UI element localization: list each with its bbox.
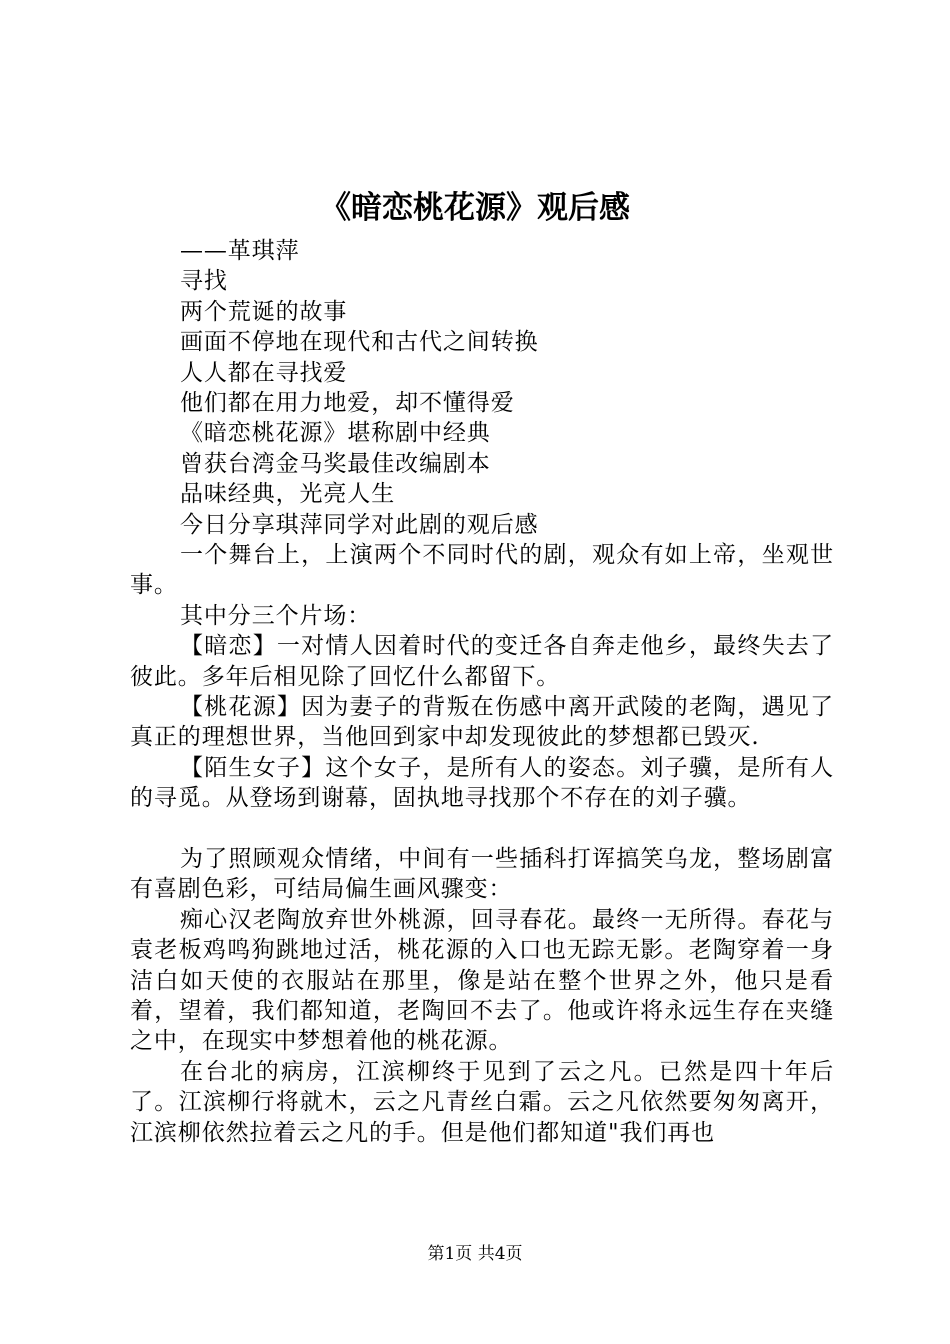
- intro-line: 他们都在用力地爱，却不懂得爱: [180, 389, 515, 416]
- paragraph: 在台北的病房，江滨柳终于见到了云之凡。已然是四十年后了。江滨柳行将就木，云之凡青丝白霜。云之凡依然要匆匆离开，江滨柳依然拉着云之凡的手。但是他们都知道"我们再也: [130, 1058, 834, 1146]
- author-line: ——革琪萍: [180, 238, 300, 264]
- page-number-footer: 第1页 共4页: [427, 1244, 523, 1264]
- paragraph: 【暗恋】一对情人因着时代的变迁各自奔走他乡，最终失去了彼此。多年后相见除了回忆什么都留下。: [130, 633, 834, 690]
- document-body: [130, 236, 834, 1148]
- intro-line: 两个荒诞的故事: [180, 298, 348, 325]
- intro-line: 画面不停地在现代和古代之间转换: [180, 329, 539, 356]
- intro-line: 《暗恋桃花源》堪称剧中经典: [180, 420, 491, 447]
- paragraph: 【陌生女子】这个女子，是所有人的姿态。刘子骥，是所有人的寻觅。从登场到谢幕，固执地寻找那个不存在的刘子骥。: [130, 754, 834, 812]
- intro-line: 人人都在寻找爱: [180, 359, 348, 386]
- intro-line: 寻找: [180, 268, 228, 295]
- intro-line: 曾获台湾金马奖最佳改编剧本: [180, 450, 491, 477]
- paragraph: 为了照顾观众情绪，中间有一些插科打诨搞笑乌龙，整场剧富有喜剧色彩，可结局偏生画风骤变：: [130, 845, 834, 903]
- paragraph: 其中分三个片场：: [180, 602, 372, 629]
- paragraph: 痴心汉老陶放弃世外桃源，回寻春花。最终一无所得。春花与袁老板鸡鸣狗跳地过活，桃花源的入口也无踪无影。老陶穿着一身洁白如天使的衣服站在那里，像是站在整个世界之外，他只是看着，望着，我们都知道，老陶回不去了。他或许将永远生存在夹缝之中，在现实中梦想着他的桃花源。: [130, 906, 834, 1055]
- intro-line: 今日分享琪萍同学对此剧的观后感: [180, 511, 539, 538]
- document-title: 《暗恋桃花源》观后感: [320, 190, 630, 226]
- blank-line: [130, 814, 834, 844]
- paragraph: 【桃花源】因为妻子的背叛在伤感中离开武陵的老陶，遇见了真正的理想世界，当他回到家中却发现彼此的梦想都已毁灭.: [130, 693, 834, 751]
- intro-line: 品味经典，光亮人生: [180, 481, 396, 508]
- paragraph: 一个舞台上，上演两个不同时代的剧，观众有如上帝，坐观世事。: [130, 541, 834, 599]
